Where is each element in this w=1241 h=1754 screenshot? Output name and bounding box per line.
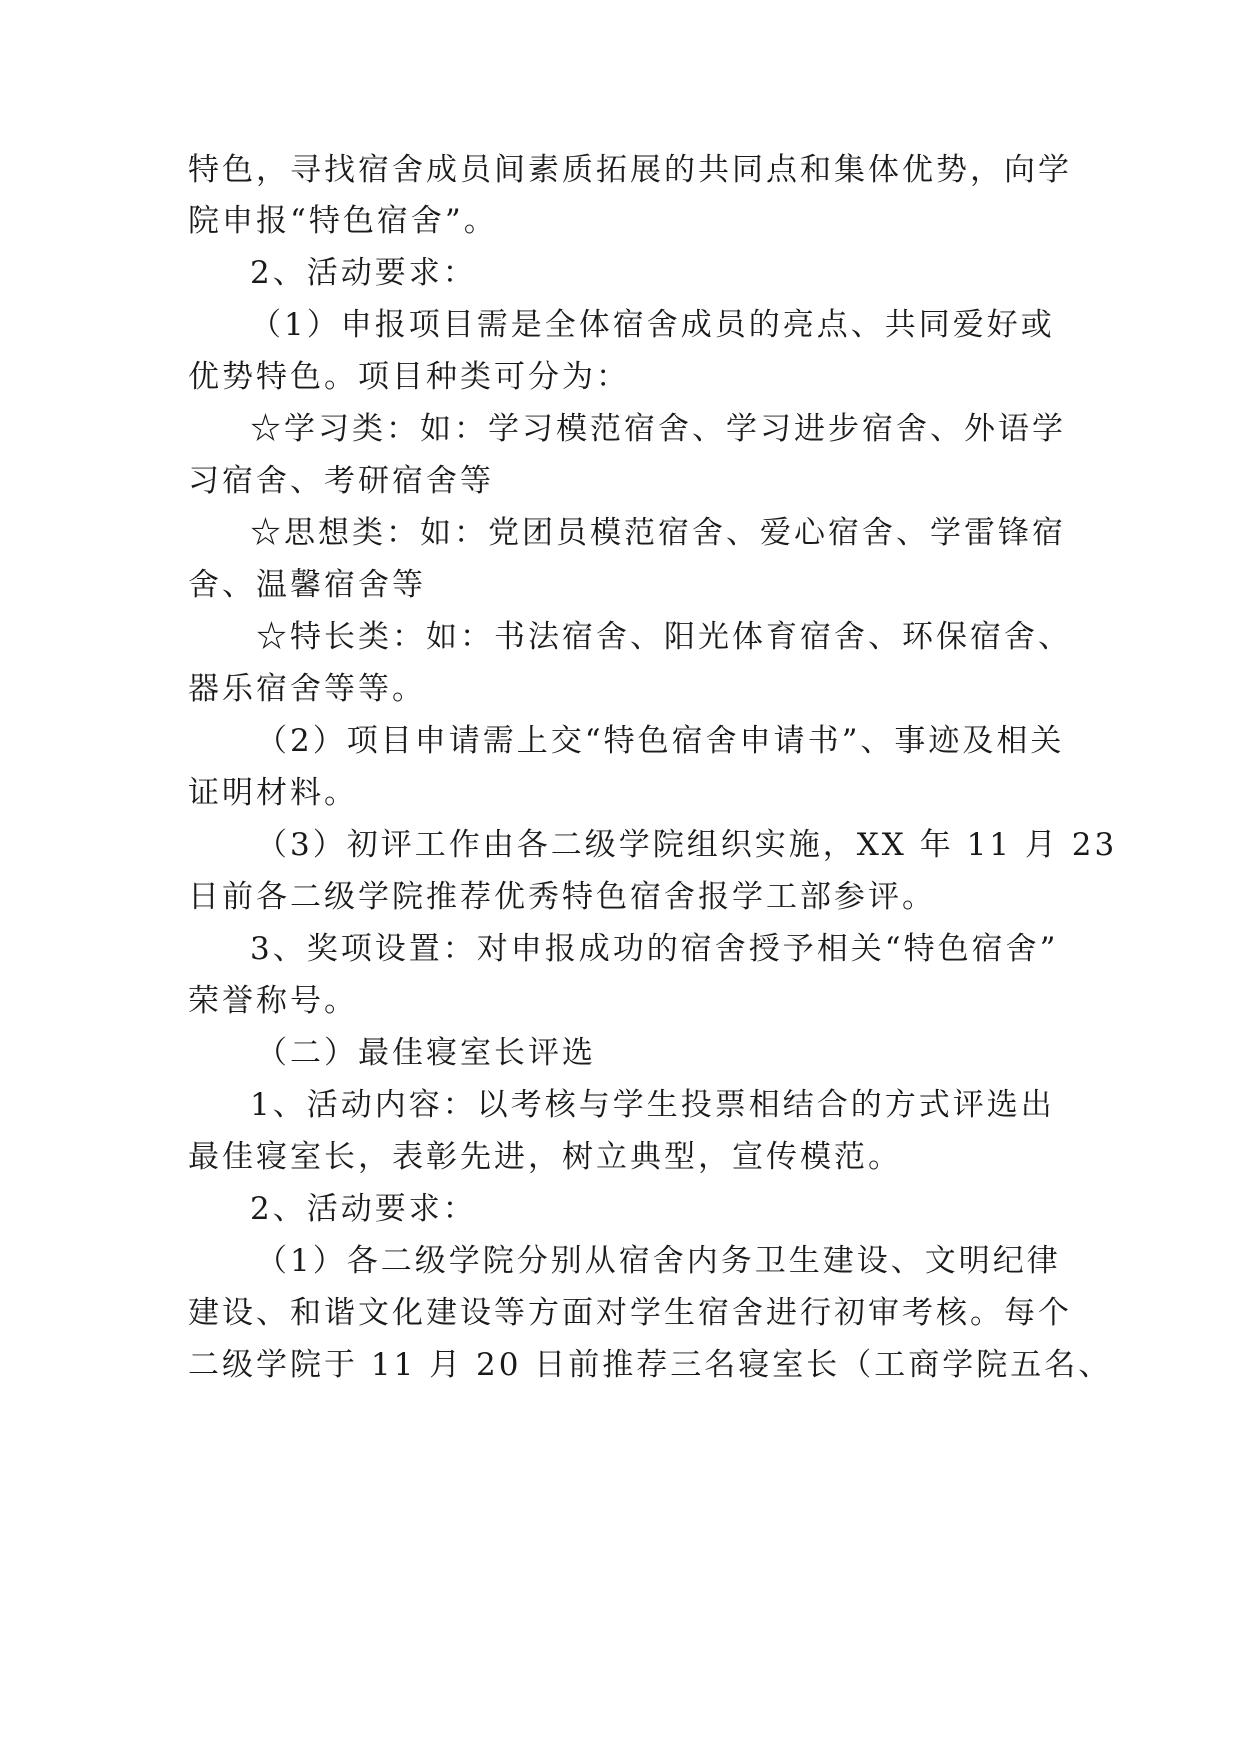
text-line: （1）申报项目需是全体宿舍成员的亮点、共同爱好或 [250, 307, 1055, 343]
section-heading: （二）最佳寝室长评选 [256, 1035, 596, 1071]
text-line: 3、奖项设置：对申报成功的宿舍授予相关“特色宿舍” [250, 931, 1059, 967]
text-line: 建设、和谐文化建设等方面对学生宿舍进行初审考核。每个 [188, 1295, 1072, 1331]
text-line: 1、活动内容：以考核与学生投票相结合的方式评选出 [250, 1087, 1055, 1123]
text-line: （1）各二级学院分别从宿舍内务卫生建设、文明纪律 [256, 1243, 1061, 1279]
text-line: 特色，寻找宿舍成员间素质拓展的共同点和集体优势，向学 [188, 152, 1072, 188]
text-line: 院申报“特色宿舍”。 [188, 203, 498, 239]
text-line: 优势特色。项目种类可分为： [188, 359, 630, 395]
text-line: （2）项目申请需上交“特色宿舍申请书”、事迹及相关 [256, 723, 1065, 759]
text-line: 二级学院于 11 月 20 日前推荐三名寝室长（工商学院五名、 [188, 1347, 1113, 1383]
text-line: （3）初评工作由各二级学院组织实施，XX 年 11 月 23 [256, 827, 1118, 863]
text-line: ☆思想类：如：党团员模范宿舍、爱心宿舍、学雷锋宿 [250, 515, 1066, 551]
text-line: ☆特长类：如：书法宿舍、阳光体育宿舍、环保宿舍、 [256, 619, 1072, 655]
text-line: 习宿舍、考研宿舍等 [188, 463, 494, 499]
text-line: 舍、温馨宿舍等 [188, 567, 426, 603]
text-line: 日前各二级学院推荐优秀特色宿舍报学工部参评。 [188, 879, 936, 915]
text-line: ☆学习类：如：学习模范宿舍、学习进步宿舍、外语学 [250, 411, 1066, 447]
text-line: 证明材料。 [188, 775, 358, 811]
text-line: 2、活动要求： [250, 1191, 477, 1227]
text-line: 最佳寝室长，表彰先进，树立典型，宣传模范。 [188, 1139, 902, 1175]
text-line: 2、活动要求： [250, 255, 477, 291]
text-line: 荣誉称号。 [188, 983, 358, 1019]
text-line: 器乐宿舍等等。 [188, 671, 426, 707]
